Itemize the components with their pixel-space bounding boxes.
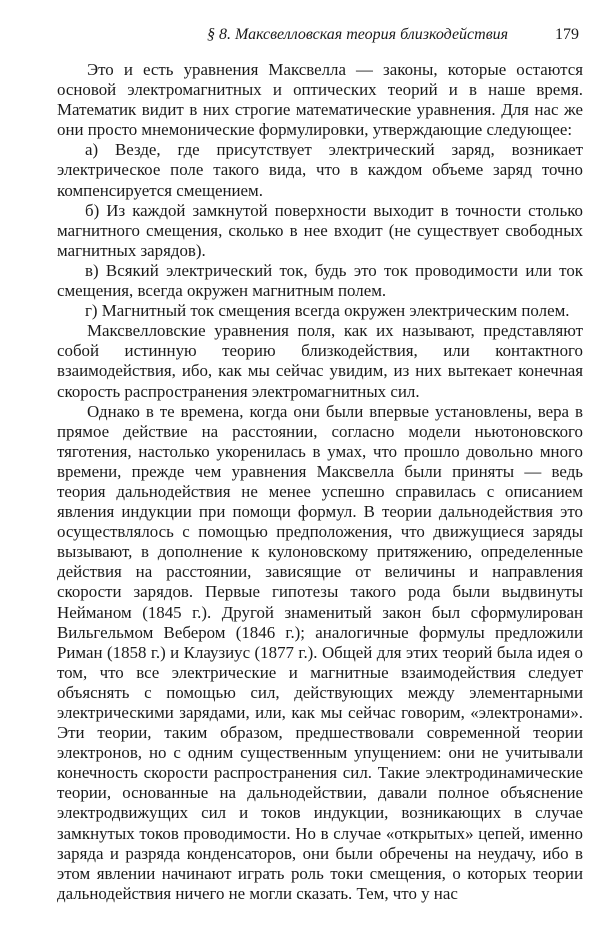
running-head <box>57 24 579 46</box>
paragraph-field-equations: Максвелловские уравнения поля, как их называют, представляют собой истинную теорию близкодействия, или контактного взаимодействия, ибо, как мы сейчас увидим, из них вытекает конечная скорость распространения электромагнитных сил. <box>57 321 583 401</box>
list-item-b: б) Из каждой замкнутой поверхности выходит в точности столько магнитного смещения, сколько в нее входит (не существует свободных магнитных зарядов). <box>57 200 583 260</box>
running-title: § 8. Максвелловская теория близкодействия <box>207 26 509 43</box>
paragraph-maxwell-equations: Это и есть уравнения Максвелла — законы, которые остаются основой электромагнитных и оптических теорий и в наше время. Математик видит в них строгие математические уравнения. Для нас же они просто мнемонические формулировки, утверждающие следующее: <box>57 60 583 140</box>
page-number: 179 <box>555 26 579 43</box>
paragraph-action-at-distance: Однако в те времена, когда они были впервые установлены, вера в прямое действие на расстоянии, согласно модели ньютоновского тяготения, настолько укоренилась в умах, что прошло довольно много времени, прежде чем уравнения Максвелла были приняты — ведь теория дальнодействия не менее успешно справилась с описанием явления индукции при помощи формул. В теории дальнодействия это осуществлялось с помощью предположения, что движущиеся заряды вызывают, в дополнение к кулоновскому притяжению, определенные действия на расстоянии, зависящие от величины и направления скорости зарядов. Первые гипотезы такого рода были выдвинуты Нейманом (1845 г.). Другой знаменитый закон был сформулирован Вильгельмом Вебером (1846 г.); аналогичные формулы предложили Риман (1858 г.) и Клаузиус (1877 г.). Общей для этих теорий была идея о том, что все электрические и магнитные взаимодействия следует объяснять с помощью сил, действующих между элементарными электрическими зарядами, или, как мы сейчас говорим, «электронами». Эти теории, таким образом, предшествовали современной теории электронов, но с одним существенным упущением: они не учитывали конечность скорости распространения сил. Такие электродинамические теории, основанные на дальнодействии, давали полное объяснение электродвижущих сил и токов индукции, возникающих в случае замкнутых токов проводимости. Но в случае «открытых» цепей, именно заряда и разряда конденсаторов, они были обречены на неудачу, ибо в этом явлении начинают играть роль токи смещения, о которых теории дальнодействия ничего не могли сказать. Тем, что у нас <box>57 401 583 903</box>
list-item-v: в) Всякий электрический ток, будь это ток проводимости или ток смещения, всегда окружен магнитным полем. <box>57 260 583 301</box>
list-item-g: г) Магнитный ток смещения всегда окружен электрическим полем. <box>85 301 570 321</box>
body-text <box>57 60 583 904</box>
list-item-a: а) Везде, где присутствует электрический заряд, возникает электрическое поле такого вида, что в каждом объеме заряд точно компенсируется смещением. <box>57 140 583 200</box>
